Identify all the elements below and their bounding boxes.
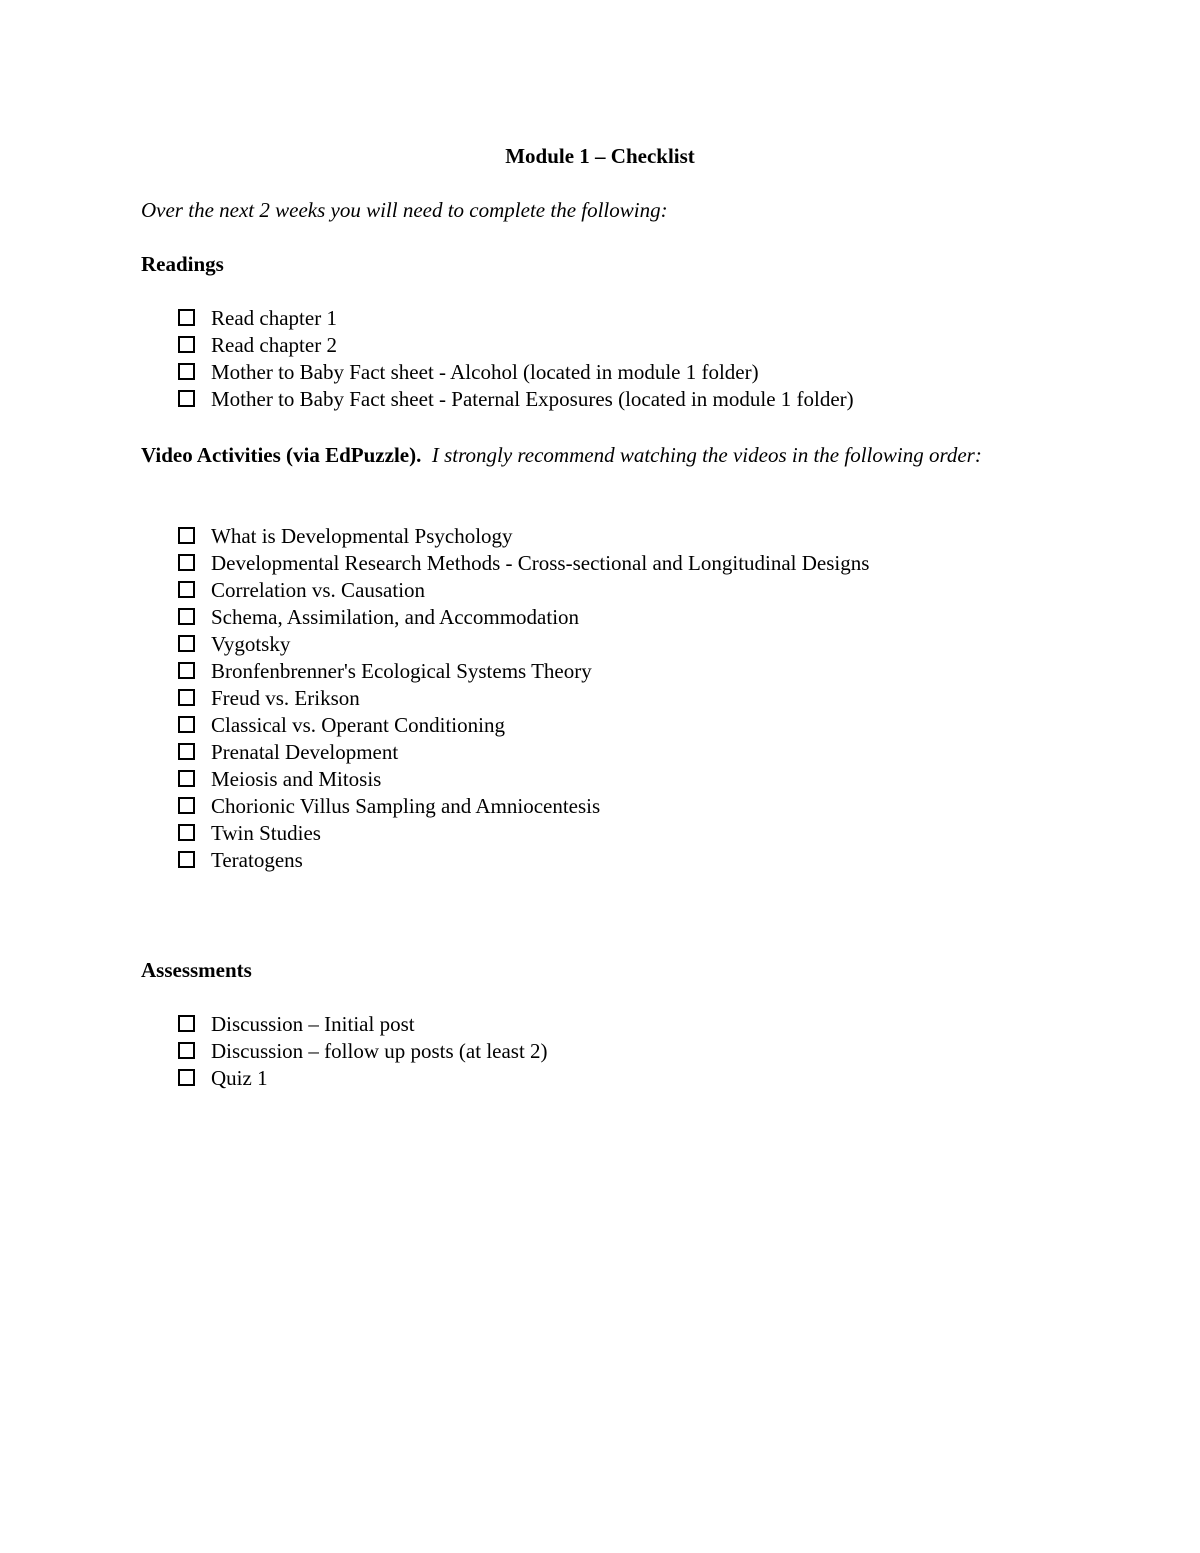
checklist-item-label: Mother to Baby Fact sheet - Alcohol (located in module 1 folder) [211,360,759,384]
checkbox-icon[interactable] [178,363,195,380]
checkbox-icon[interactable] [178,390,195,407]
checklist-item [178,847,869,874]
checklist-item [178,766,869,793]
checkbox-icon[interactable] [178,635,195,652]
checklist-item [178,739,869,766]
checklist-item [178,658,869,685]
checklist-item-label: Freud vs. Erikson [211,686,360,710]
checklist-item-label: Quiz 1 [211,1066,268,1090]
checkbox-icon[interactable] [178,824,195,841]
checklist-item [178,550,869,577]
checklist-item-label: Classical vs. Operant Conditioning [211,713,505,737]
checklist-item-label: Schema, Assimilation, and Accommodation [211,605,580,629]
assessments-heading: Assessments [141,958,252,982]
checklist-item [178,1038,548,1065]
checklist-item-label: Prenatal Development [211,740,399,764]
video-heading-label: Video Activities (via EdPuzzle). [141,443,422,467]
readings-checklist [178,305,854,413]
checkbox-icon[interactable] [178,527,195,544]
checklist-item-label: Teratogens [211,848,303,872]
checkbox-icon[interactable] [178,581,195,598]
readings-heading: Readings [141,252,224,276]
checklist-item [178,1011,548,1038]
checklist-item [178,685,869,712]
checklist-item-label: Developmental Research Methods - Cross-sectional and Longitudinal Designs [211,551,870,575]
checkbox-icon[interactable] [178,662,195,679]
checkbox-icon[interactable] [178,608,195,625]
checkbox-icon[interactable] [178,1042,195,1059]
checklist-item [178,359,854,386]
checklist-item [178,305,854,332]
checklist-item-label: What is Developmental Psychology [211,524,513,548]
checkbox-icon[interactable] [178,554,195,571]
checklist-item-label: Correlation vs. Causation [211,578,426,602]
checklist-item [178,1065,548,1092]
checkbox-icon[interactable] [178,716,195,733]
checkbox-icon[interactable] [178,797,195,814]
checklist-item-label: Read chapter 2 [211,333,337,357]
checklist-item [178,793,869,820]
checklist-item-label: Bronfenbrenner's Ecological Systems Theory [211,659,592,683]
checklist-item [178,631,869,658]
checklist-item [178,820,869,847]
checkbox-icon[interactable] [178,743,195,760]
checklist-item-label: Mother to Baby Fact sheet - Paternal Exposures (located in module 1 folder) [211,387,854,411]
checklist-item [178,523,869,550]
checklist-item-label: Twin Studies [211,821,321,845]
assessments-checklist [178,1011,548,1092]
videos-checklist [178,523,869,874]
checklist-item [178,332,854,359]
checklist-item-label: Chorionic Villus Sampling and Amniocentesis [211,794,601,818]
video-activities-heading [141,442,1041,469]
checkbox-icon[interactable] [178,851,195,868]
checkbox-icon[interactable] [178,1015,195,1032]
checklist-item-label: Read chapter 1 [211,306,337,330]
page-title: Module 1 – Checklist [505,144,695,168]
checklist-item [178,577,869,604]
checklist-item [178,386,854,413]
checklist-item [178,604,869,631]
video-order-note: I strongly recommend watching the videos in the following order: [431,443,982,467]
checklist-item-label: Discussion – Initial post [211,1012,415,1036]
checkbox-icon[interactable] [178,689,195,706]
checkbox-icon[interactable] [178,336,195,353]
checklist-item [178,712,869,739]
checkbox-icon[interactable] [178,309,195,326]
checkbox-icon[interactable] [178,770,195,787]
checkbox-icon[interactable] [178,1069,195,1086]
checklist-item-label: Vygotsky [211,632,291,656]
intro-text: Over the next 2 weeks you will need to complete the following: [141,198,668,222]
checklist-item-label: Meiosis and Mitosis [211,767,382,791]
checklist-item-label: Discussion – follow up posts (at least 2) [211,1039,548,1063]
